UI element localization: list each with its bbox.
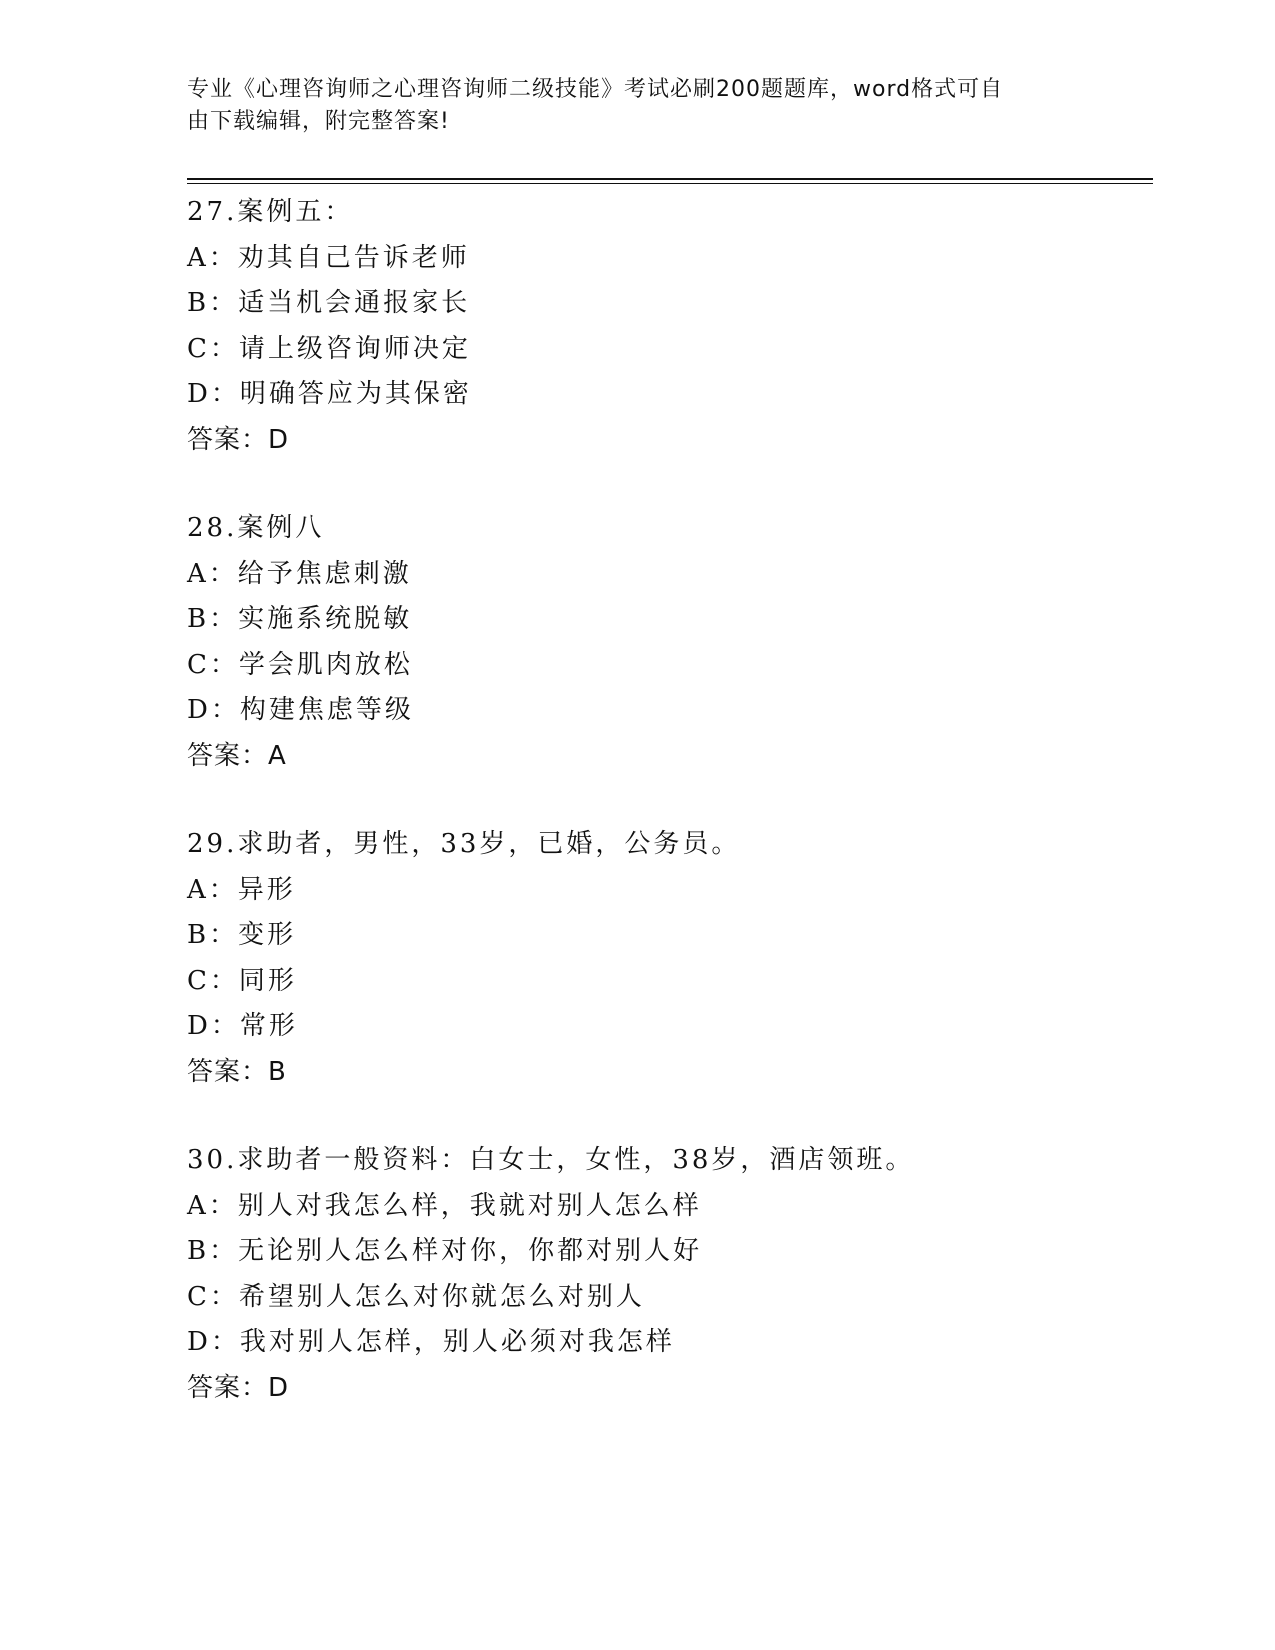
option-c: C：学会肌肉放松 [187,649,413,680]
header-line-1: 专业《心理咨询师之心理咨询师二级技能》考试必刷200题题库，word格式可自 [187,77,1004,102]
option-b: B：适当机会通报家长 [187,288,471,318]
question-stem: 27.案例五： [187,197,354,227]
header-rule-thick [187,178,1153,180]
option-d: D：构建焦虑等级 [187,695,414,725]
document-header [187,74,1087,138]
answer-line: 答案：D [187,1372,290,1403]
header-line-2: 由下载编辑，附完整答案! [187,109,450,134]
option-c: C：请上级咨询师决定 [187,333,471,364]
header-rule-thin [187,183,1153,184]
option-c: C：同形 [187,965,297,996]
question-30 [187,1138,1147,1411]
option-a: A：别人对我怎么样，我就对别人怎么样 [187,1190,702,1221]
option-b: B：实施系统脱敏 [187,604,413,634]
option-d: D：我对别人怎样，别人必须对我怎样 [187,1327,675,1357]
option-a: A：劝其自己告诉老师 [187,242,470,273]
option-b: B：变形 [187,920,297,950]
answer-line: 答案：A [187,740,287,771]
question-stem: 29.求助者，男性，33岁，已婚，公务员。 [187,829,741,859]
option-d: D：常形 [187,1011,298,1041]
option-a: A：给予焦虑刺激 [187,558,412,589]
option-b: B：无论别人怎么样对你，你都对别人好 [187,1236,703,1266]
question-list [187,190,1147,1454]
question-27 [187,190,1147,463]
answer-line: 答案：D [187,424,290,455]
question-29 [187,822,1147,1095]
answer-line: 答案：B [187,1056,287,1087]
option-d: D：明确答应为其保密 [187,379,472,409]
question-stem: 28.案例八 [187,513,325,543]
question-stem: 30.求助者一般资料：白女士，女性，38岁，酒店领班。 [187,1145,915,1175]
question-28 [187,506,1147,779]
option-a: A：异形 [187,874,296,905]
option-c: C：希望别人怎么对你就怎么对别人 [187,1281,645,1312]
